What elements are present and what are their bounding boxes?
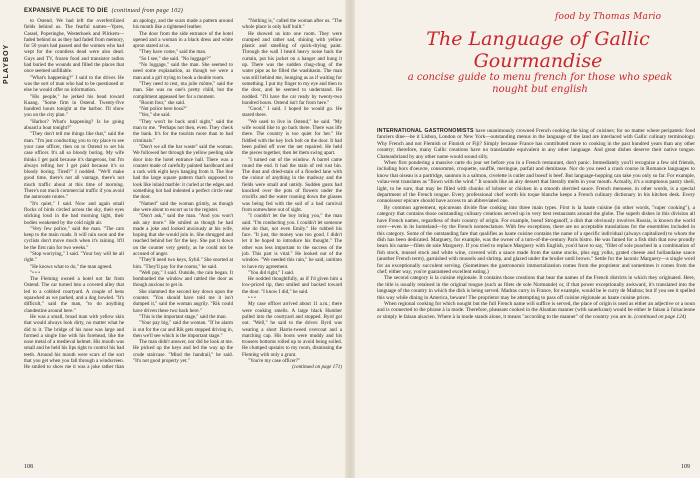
paragraph: "Nothing is," called the woman after us. "The whole place is only half built."	[242, 18, 342, 31]
paragraph: "Named" said the woman grimly, as though she were about to escort us to the register.	[133, 200, 233, 213]
paragraph: He showed us into one room. They were cramped and rather sad, shining with yellow plastic and smelling of quick-drying paint. Through the wall I heard heavy noise back the curtain, put his jacket on a hanger and hung it up. There was the sudden chug-chug of the water pipe as he filled the washbasin. The man was still behind me, lounging as as if waiting for something. I put my finger to my eye and then to the door, and he seemed to understand. He nodded. "I'll have the car ready by twenty-two hundred hours. Ostend isn't far from here."	[242, 30, 342, 106]
paragraph: "Yes," she said.	[139, 112, 171, 119]
paragraph: He was a small, broad man with yellow skin that would always look dirty, no matter what he did to it. The bridge of his nose was large and formed a single line with his forehead, like the nose metal of a medieval helmet. His mouth was small and he held his lips tight to control his bad teeth. Around his mouth were scars of the sort that you get when you fall through a windscreen. He smiled to show me it was a joke rather than an apology, and the scars made a pattern around his mouth like a tightened leather.	[24, 18, 233, 371]
running-head-continued: (continued from page 102)	[111, 8, 184, 14]
paragraph-text: have unanimously crowned French cooking the king of cuisines; for no matter where peripatetic food fanciers dine—be it Lisbon, London or New York—outstanding menus in the language of the land are interlaced with Gallic culinary terminology. Why French and not Flemish or Finnish or Fiji? Simply because France has contributed more to cooking in the past hundred years than any other country; therefore, many Gallic creations have no translatable equivalent in any other language. And great dishes deserve their native tongue. Chateaubriand by any other name would sound silly.	[377, 128, 695, 160]
paragraph: The Fleming owned a hotel not far from Ostend. The car turned into a covered alley that led to a cobbled courtyard. A couple of hens squawked as we parked, and a dog howled. "It's difficult," said the man, "to do anything clandestine around here."	[24, 276, 124, 314]
paragraph: "• • •	[30, 269, 40, 276]
article-body	[377, 128, 695, 458]
paragraph: "Your pay big," said the woman. "If he alarm is out for the car and Rik gets stopped driving in, then we'll see which is the important stage."	[133, 320, 233, 339]
article-title: The Language of Gallic Gourmandise	[426, 28, 650, 72]
article-subtitle: a concise guide to menu french for those who speak nought but english	[407, 72, 673, 95]
paragraph: "They'll need two keys, Sybil." She snorted at him. "They'll pay for the rooms," he said.	[133, 257, 233, 270]
paragraph: The man didn't answer, nor did he look at me. He picked up the keys and led the way up the crude staircase. "Mind the handrail," he said. "It's not good property yet."	[133, 339, 233, 365]
paragraph: "Well pay," I said. Outside, the rain began. It bombarded the window and rattled the door as though anxious to get in.	[133, 269, 233, 289]
magazine-logo: PLAYBOY	[3, 43, 10, 84]
byline: food by Thomas Mario	[555, 12, 662, 22]
paragraph: The second category is la cuisine régionale. It contains those creations that bear the names of the French districts in which they originated. Here, the title is usually retained in the original tongue (such as filets de sole Normande) or, if that power exceptionally awkward, it's translated into the language of the country in which the dish is being served. Madras curry in France, for example, would be le curry de Madras; but if you see it spelled this way while dining in America, beware! The proprietor may be attempting to pass off cuisine régionale as haute cuisine prices.	[377, 275, 695, 301]
paragraph: She slammed the second key down upon the counter. "You should have told me it isn't dumped it," said the woman angrily. "Rik could have driven these two back here."	[133, 288, 233, 314]
paragraph: He nodded thoughtfully, as if I'd given him a low-priced tip, then smiled and backed toward the door. "I know I did," he said.	[242, 276, 342, 295]
paragraph: "You're my case officer?"	[248, 358, 301, 365]
continued-note: (continued on page 124)	[632, 313, 687, 320]
paragraph: The door from the side entrance of the hotel opened and a woman in a black dress and white apron stared at us.	[133, 30, 233, 50]
paragraph: "You did right," I said.	[248, 269, 295, 276]
paragraph: When regional cooking for which nought but the full French name will suffice is served, the place of origin is used as either an adjective or a noun and is connected to the phrase à la mode. Therefore, pheasant cooked in the Alsatian manner (with sauerkraut) would be either le faisan à l'alsacienne or simply le faisan alsacien. Where à la mode stands alone, it means "according to the manner" of the country you are in. (continued on page 124)	[377, 300, 695, 320]
paragraph: "Room four," she said.	[139, 99, 186, 106]
paragraph: "They need to rest, ma jolie môme," said the man. She was no one's pretty child, but the compliment appeased her for a moment.	[133, 80, 233, 100]
paragraph: "Not police here boss?"	[139, 106, 188, 113]
running-head	[24, 8, 183, 14]
paragraph	[377, 128, 695, 160]
paragraph: "What's happening?" I said to the driver. He was the sort of man who had to be questioned or else he would offer no information.	[24, 74, 124, 94]
paragraph: • • •	[248, 295, 256, 302]
paragraph: When first pondering a massive carte du jour set before you in a French restaurant, don't panic. Immediately you'll recognize a few old friends, including hors d'oeuvre, consommé, croquette, soufflé, meringue, parfait and demitasse. Nor do you need a crash course in Romance languages to know that oiseau is a partridge, saumon is a salmon, civelette is cutlet and boeuf is beef. But language-hopping can take you only so far. For example, volau-vent translates as "flown with the wind." It sounds like an airy dessert that literally melts in your mouth. Actually, it's a sumptuous pastry shell, light, to be sure, that may be filled with chunks of lobster or chicken in a smooth sherried sauce. French menuese, in other words, is a special department of the French tongue. Every professional chef worth his toque blanche keeps a French culinary dictionary in his kitchen desk. Every connoisseur epicure should have access to an abbreviated one.	[377, 160, 695, 205]
paragraph: "This is the important stage," said the man.	[139, 313, 227, 320]
paragraph: to Ostend. We had left the overfertilized fields behind us. The fearful names—Ypres, Cassel, Poperinghe, Westerhoek and Pilckem—faded behind us as they had faded from memory, for 50 years had passed and the women who had wept for the countless dead were also dead. Guys and TV, frozen food and transistor radios had buried the wounds and filled the places that once seemed unfillable.	[24, 18, 124, 75]
paragraph: "Don't we all the bar waste" said the woman. We followed her through the yellow peeling side door into the hotel entrance hall. There was a counter made of carefully painted hardboard and a rack with eight keys hanging from it. The line had the large square pattern that's supposed to look like inlaid marble: it curled at the edges and something hot had indented a perfect circle near the door.	[133, 143, 233, 201]
continued-note: (continued on page 171)	[292, 364, 342, 371]
paragraph: My case officer arrived about 11 a.m.; there were cooking smells. A large black Humber pulled into the courtyard and stopped. Byrd got out. "Well," he said to the driver. Byrd was wearing a short Harris-tweed overcoat and a matching cap. His boots were muddy and his trousers bottoms rolled up to avoid being soiled. He clumped upstairs to my room, dismissing the Fleming with only a grunt.	[242, 301, 342, 358]
paragraph: "Don't ask," said the man. "And you won't ask any more." He smiled as though he had made a joke and looked anxiously at his wife, hoping that she would join in. She shrugged and reached behind her for the key. She put it down on the counter very gently, as he could not be accused of anger.	[133, 213, 233, 257]
paragraph: "Very few police," said the man. "The cars keep to the main roads. It will rain soon and the cyclists don't move much when it's raining. It'll be the first rain for two weeks."	[24, 225, 124, 251]
lead-in: INTERNATIONAL GASTRONOMISTS	[377, 128, 474, 134]
paragraph: By common agreement, epicureans divide fine cooking into three main types. First is la haute cuisine (in other words, "super cooking"), a category that contains those outstanding culinary creations served up in very best restaurants around the globe. The superb dishes in this division all have French names, regardless of their country of origin. For example, boeuf Stroganoff, a dish that obviously involves Russia, is known the world over—even in its homeland—by the French nomenclature. With few exceptions, there are no acceptable translations for the ensembles included in this category. Some of the outstanding fare that qualifies as haute cuisine contains the name of a specific individual (always capitalized) to whom the dish has been dedicated. Marguery, for example, was the owner of a turn-of-the-century Paris bistro. He was famed for a fish dish that now proudly bears his name—filets de sole Marguery. If you tried to replace Marguery with English, you'd have to say, "fillet of sole poached in a combination of fish stock, mussel stock and white wine, covered with a sauce made from the same stocks, plus egg yolks, grated cheese and hollandaise sauce (another French term), garnished with mussels and shrimp, and glazed under the broiler until brown." Settle for the laconic Marguery—a single word for an exceptionally succulent serving. (Sometimes the gastronomic immortalization comes from the proprietor and sometimes it comes from the chef; either way, you're guaranteed excellent eating.)	[377, 204, 695, 275]
paragraph: "Harbor? What's happening? Is he going aboard a boat tonight?"	[24, 118, 124, 132]
paragraph: "They won't be back until night," said the man to me. "Perhaps not then, even. They check the bank. It's for the tourists more than to bad criminals."	[133, 118, 233, 144]
left-page	[0, 0, 345, 478]
paragraph: "He knows what to do," the man agreed.	[30, 263, 113, 270]
paragraph: "They have come," said the man.	[139, 49, 207, 56]
paragraph: "I couldn't let the boy bring you," the man said. "I'm conducting you. I couldn't let someone else do that, not even Emily." He rubbed his face. "It just, the money was too good. I didn't let it be hoped to introduce his thought." The other was less important to the success of the job. This part is vital." He looked out of the window. "We needed this rain," he said, unitinto to have my agreement.	[242, 213, 342, 270]
paragraph: "It's quiet," I said. Now and again small flocks of birds circled across the sky, their eyes sticking loud in the bad morning light, their bodies weakened by the cold night air.	[24, 200, 124, 226]
paragraph: "So I see," she said. "No luggage?"	[139, 55, 211, 62]
paragraph: "No luggage," said the man. She seemed to need some explanation, as though we were a man and a girl trying to book a double room.	[133, 62, 233, 81]
paragraph: "Stop worrying," I said. "Your boy will be all right."	[24, 250, 124, 264]
right-page	[355, 0, 700, 478]
paragraph: "Good," I said. I hoped he would go. He stared there.	[242, 106, 342, 119]
page-number-left: 108	[24, 464, 33, 470]
article-columns	[24, 18, 342, 454]
paragraph: "We used to live in Ostend," he said. "My wife would like to go back there. There was life there. The country is too quiet for her." He fiddled with the key lock bolt on the door. It had been pulled off over the net repaired. He held the pieces together, then let them swing apart.	[242, 118, 342, 157]
page-gutter	[345, 0, 355, 478]
paragraph: "I turned out of the window. A barrel came round the end. It had the stain of red rust bin. The dust and dried-stain of a flooded lane with the colour of anything in the madway and the fields were small and untidy. Sudden gusts had knocked over the pots of flowers under the cruciflx and the water running down the glasses was being fed with the soil of a bad carnival from somewhere out of sight.	[242, 156, 342, 213]
running-head-title: EXPANSIVE PLACE TO DIE	[24, 8, 109, 14]
paragraph: "They don't tell me things like that," said the man. "I'm just conducting you to my place to see your case officer, then on to Ostend to set his case officer. It's all so bloody boring. My wife thinks I get paid because it's dangerous, but I'm always telling her I get paid because it's so bloody boring. Tired?" I nodded. "We'll make good time, there's not all vantage, there's not much traffic about at this time of morning. There's not much commercial traffic if you avoid the autoroute routes."	[24, 131, 124, 201]
page-number-right: 109	[681, 464, 690, 470]
paragraph: "His people," he jerked his head toward Kuang. "Some firm in Ostend. Twenty-five hundred hours tonight at the harbor. I'll show you on the city plan."	[24, 93, 124, 119]
